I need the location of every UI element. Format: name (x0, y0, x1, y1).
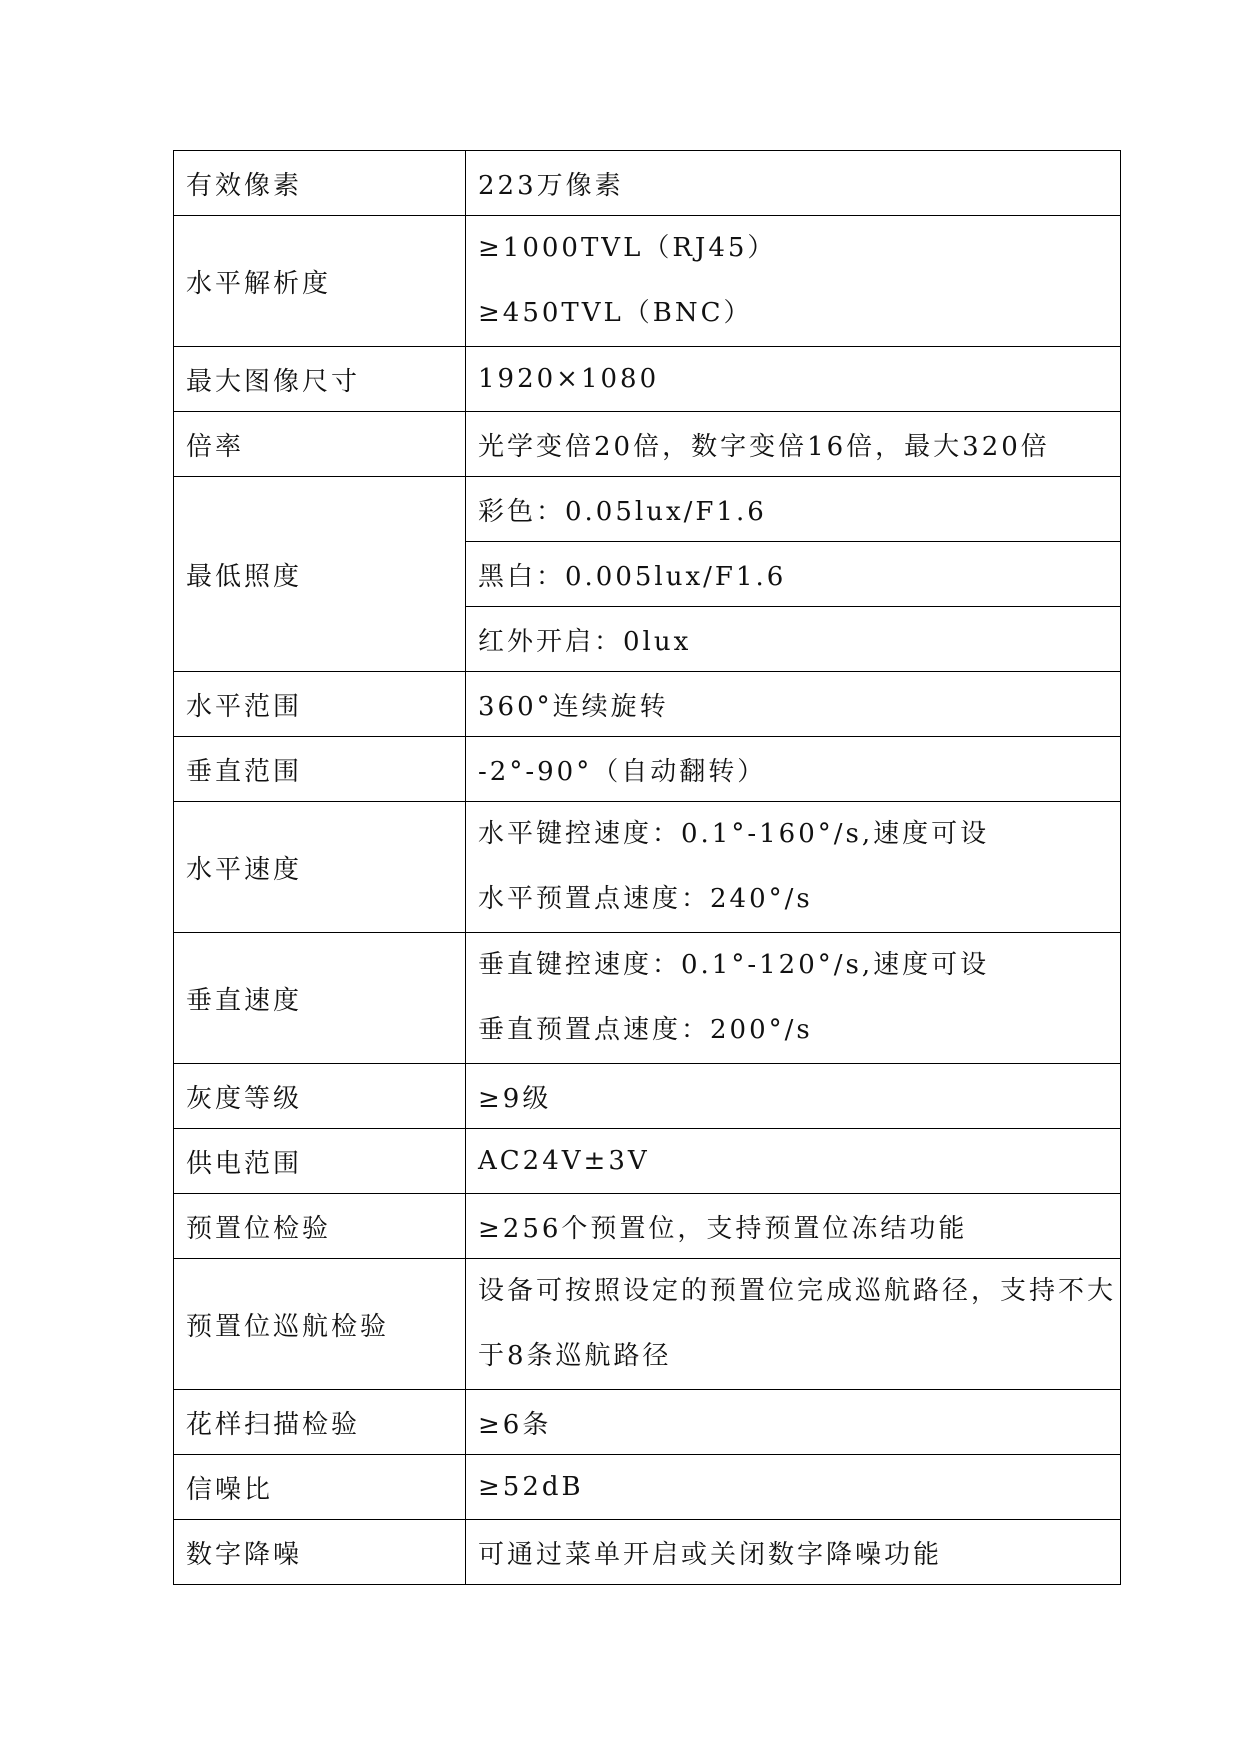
row-label: 水平解析度 (174, 216, 466, 347)
row-value: ≥6条 (466, 1390, 1121, 1455)
row-value-line: 于8条巡航路径 (478, 1341, 672, 1371)
table-row (174, 672, 1121, 737)
row-label: 垂直速度 (174, 933, 466, 1064)
row-value: 黑白：0.005lux/F1.6 (466, 542, 1121, 607)
row-label: 垂直范围 (174, 737, 466, 802)
table-row (174, 477, 1121, 542)
row-label: 信噪比 (174, 1455, 466, 1520)
row-value: 360°连续旋转 (466, 672, 1121, 737)
row-value (466, 1259, 1121, 1390)
row-label: 水平范围 (174, 672, 466, 737)
row-label: 数字降噪 (174, 1520, 466, 1585)
table-row (174, 151, 1121, 216)
table-row (174, 347, 1121, 412)
table-row (174, 933, 1121, 1064)
row-value: 可通过菜单开启或关闭数字降噪功能 (466, 1520, 1121, 1585)
row-label: 预置位检验 (174, 1194, 466, 1259)
row-value-line: ≥1000TVL（RJ45） (478, 233, 777, 263)
row-label: 花样扫描检验 (174, 1390, 466, 1455)
row-value-line: 垂直键控速度：0.1°-120°/s,速度可设 (478, 950, 990, 980)
table-row (174, 1129, 1121, 1194)
row-label: 水平速度 (174, 802, 466, 933)
table-row (174, 1259, 1121, 1390)
row-value: 彩色：0.05lux/F1.6 (466, 477, 1121, 542)
row-label: 倍率 (174, 412, 466, 477)
row-value: ≥52dB (466, 1455, 1121, 1520)
row-value: AC24V±3V (466, 1129, 1121, 1194)
table-row (174, 1194, 1121, 1259)
row-value-line: 水平键控速度：0.1°-160°/s,速度可设 (478, 819, 990, 849)
row-label: 供电范围 (174, 1129, 466, 1194)
row-value (466, 933, 1121, 1064)
table-row (174, 412, 1121, 477)
row-value: 223万像素 (466, 151, 1121, 216)
table-row (174, 737, 1121, 802)
row-value-line: ≥450TVL（BNC） (478, 298, 753, 328)
row-label: 最低照度 (174, 477, 466, 672)
row-label: 预置位巡航检验 (174, 1259, 466, 1390)
row-value (466, 802, 1121, 933)
table-row (174, 1455, 1121, 1520)
table-row (174, 216, 1121, 347)
row-value-line: 设备可按照设定的预置位完成巡航路径，支持不大 (478, 1276, 1117, 1306)
row-value (466, 216, 1121, 347)
row-value: ≥9级 (466, 1064, 1121, 1129)
row-value-line: 垂直预置点速度：200°/s (478, 1015, 813, 1045)
row-value: ≥256个预置位，支持预置位冻结功能 (466, 1194, 1121, 1259)
row-label: 灰度等级 (174, 1064, 466, 1129)
row-value: 红外开启：0lux (466, 607, 1121, 672)
row-value: -2°-90°（自动翻转） (466, 737, 1121, 802)
row-label: 最大图像尺寸 (174, 347, 466, 412)
row-label: 有效像素 (174, 151, 466, 216)
table-row (174, 1520, 1121, 1585)
row-value: 光学变倍20倍，数字变倍16倍，最大320倍 (466, 412, 1121, 477)
spec-table (173, 150, 1121, 1585)
row-value-line: 水平预置点速度：240°/s (478, 884, 813, 914)
table-row (174, 802, 1121, 933)
row-value: 1920×1080 (466, 347, 1121, 412)
table-row (174, 1390, 1121, 1455)
table-row (174, 1064, 1121, 1129)
